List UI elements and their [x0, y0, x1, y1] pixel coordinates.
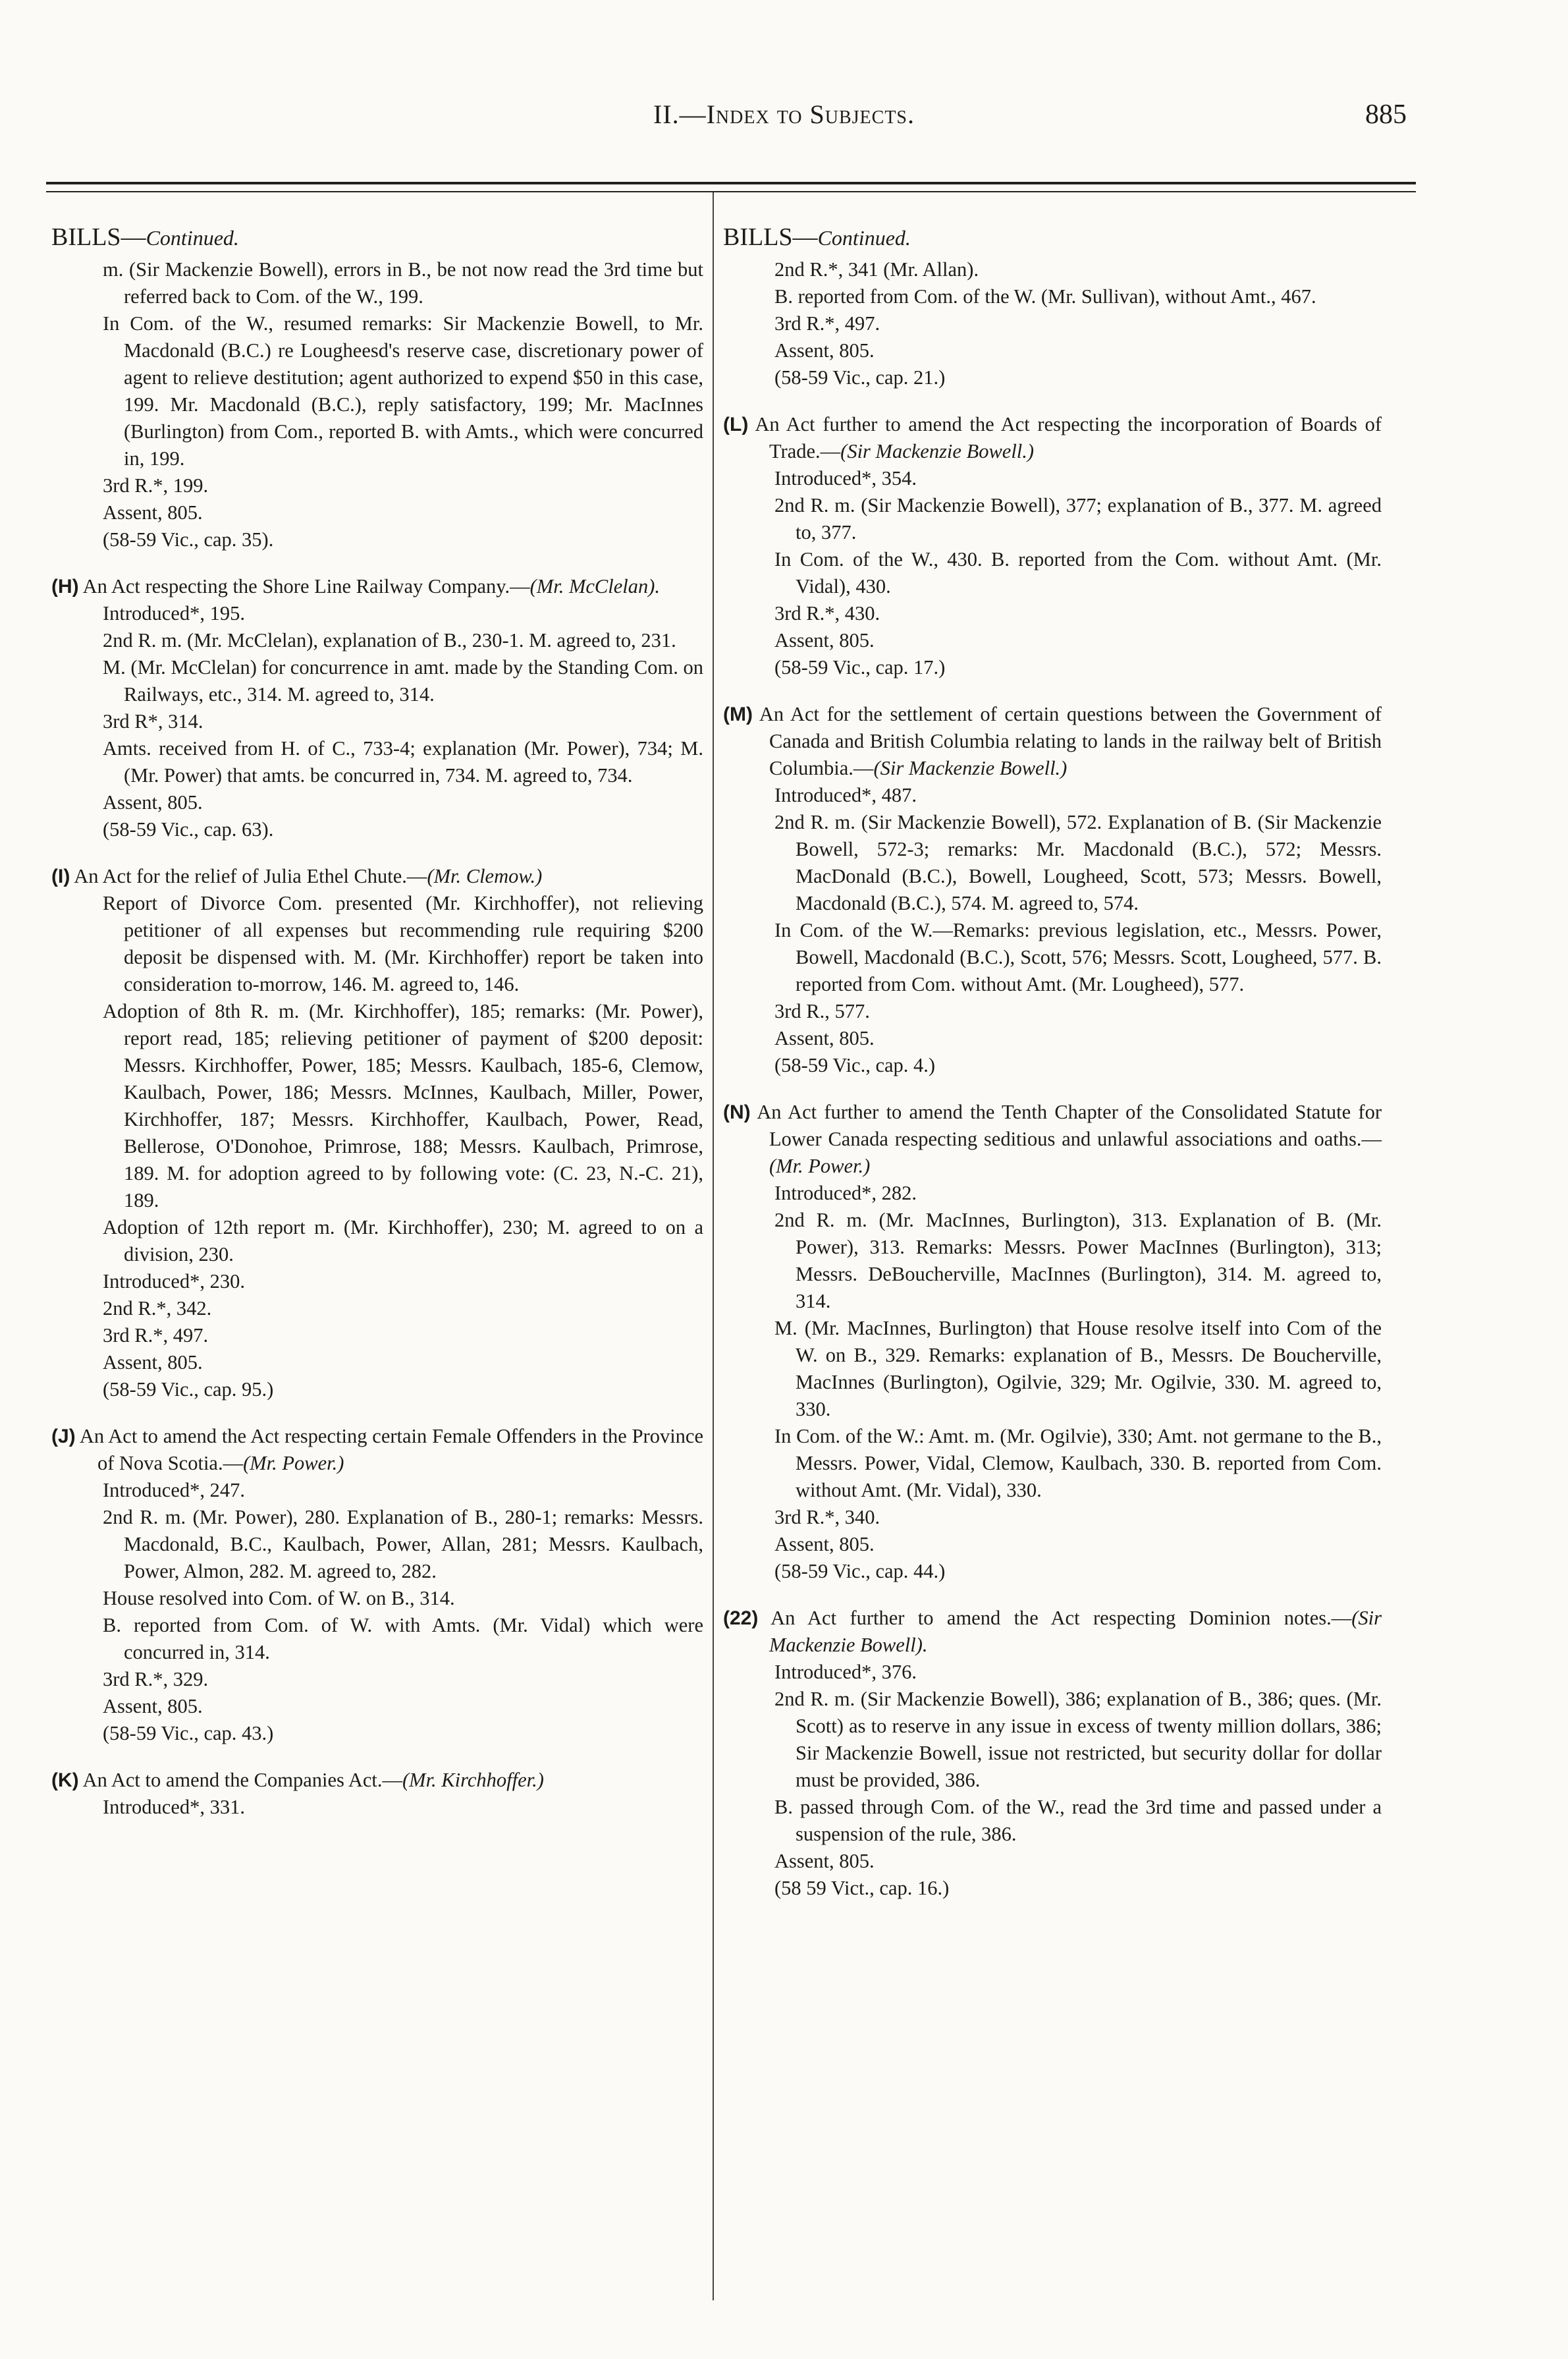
entry-line: In Com. of the W., resumed remarks: Sir Mackenzie Bowell, to Mr. Macdonald (B.C.) re Lougheesd's reserve case, discretionary power of agent to relieve destitution; agent authorized to expend $50 in this case, 199. Mr. Macdonald (B.C.), reply satisfactory, 199; Mr. MacInnes (Burlington) from Com., reported B. with Amts., which were concurred in, 199. — [103, 312, 703, 470]
bill-entry-m — [723, 701, 1382, 1079]
bill-entry-22 — [723, 1605, 1382, 1902]
entry-line: 2nd R. m. (Sir Mackenzie Bowell), 386; explanation of B., 386; ques. (Mr. Scott) as to reserve in any issue in excess of twenty million dollars, 386; Sir Mackenzie Bowell, issue not restricted, but security dollar for dollar must be provided, 386. — [774, 1688, 1382, 1791]
bill-title: (N) An Act further to amend the Tenth Chapter of the Consolidated Statute for Lower Canada respecting seditious and unlawful associations and oaths.—(Mr. Power.) — [723, 1101, 1382, 1177]
entry-line: 3rd R*, 314. — [103, 710, 203, 733]
entry-line: Introduced*, 331. — [103, 1796, 245, 1818]
bill-title: (22) An Act further to amend the Act respecting Dominion notes.—(Sir Mackenzie Bowell). — [723, 1607, 1382, 1656]
section-heading: BILLS—Continued. — [51, 223, 239, 251]
entry-line: Assent, 805. — [103, 1695, 203, 1717]
entry-line: In Com. of the W., 430. B. reported from the Com. without Amt. (Mr. Vidal), 430. — [774, 548, 1382, 597]
entry-line: (58 59 Vict., cap. 16.) — [774, 1877, 950, 1899]
entry-line: m. (Sir Mackenzie Bowell), errors in B., be not now read the 3rd time but referred back to Com. of the W., 199. — [103, 258, 703, 308]
page-title: II.—Index to Subjects. — [653, 99, 915, 129]
entry-line: Adoption of 8th R. m. (Mr. Kirchhoffer), 185; remarks: (Mr. Power), report read, 185; relieving petitioner of payment of $200 deposit: Messrs. Kirchhoffer, Power, 185; Messrs. Kaulbach, 185-6, Clemow, Kaulbach, Power, 186; Messrs. McInnes, Kaulbach, Miller, Power, Kirchhoffer, 187; Messrs. Kirchhoffer, Kaulbach, Power, Read, Bellerose, O'Donohoe, Primrose, 188; Messrs. Kaulbach, Primrose, 189. M. for adoption agreed to by following vote: (C. 23, N.-C. 21), 189. — [103, 1000, 703, 1211]
entry-line: House resolved into Com. of W. on B., 314. — [103, 1587, 455, 1609]
page-number: 885 — [1365, 99, 1407, 130]
entry-line: Introduced*, 354. — [774, 467, 917, 489]
entry-line: (58-59 Vic., cap. 17.) — [774, 656, 946, 679]
bill-title: (I) An Act for the relief of Julia Ethel Chute.—(Mr. Clemow.) — [51, 865, 543, 887]
entry-line: (58-59 Vic., cap. 4.) — [774, 1054, 936, 1076]
header-rule-thin — [46, 191, 1416, 192]
entry-line: 3rd R., 577. — [774, 1000, 870, 1022]
bill-title: (M) An Act for the settlement of certain questions between the Government of Canada and British Columbia relating to lands in the railway belt of British Columbia.—(Sir Mackenzie Bowell.) — [723, 703, 1382, 779]
entry-line: 3rd R.*, 497. — [103, 1324, 209, 1346]
entry-line: In Com. of the W.: Amt. m. (Mr. Ogilvie), 330; Amt. not germane to the B., Messrs. Power, Vidal, Clemow, Kaulbach, 330. B. reported from Com. without Amt. (Mr. Vidal), 330. — [774, 1425, 1382, 1501]
entry-line: 2nd R.*, 341 (Mr. Allan). — [774, 258, 979, 281]
entry-line: B. passed through Com. of the W., read the 3rd time and passed under a suspension of the rule, 386. — [774, 1796, 1382, 1845]
entry-line: Amts. received from H. of C., 733-4; explanation (Mr. Power), 734; M. (Mr. Power) that amts. be concurred in, 734. M. agreed to, 734. — [103, 737, 703, 787]
bill-entry-k — [51, 1767, 703, 1821]
entry-line: (58-59 Vic., cap. 63). — [103, 818, 274, 841]
bill-entry-continued — [723, 256, 1382, 391]
entry-line: 3rd R.*, 199. — [103, 474, 209, 497]
entry-line: (58-59 Vic., cap. 35). — [103, 528, 274, 551]
entry-line: B. reported from Com. of W. with Amts. (Mr. Vidal) which were concurred in, 314. — [103, 1614, 703, 1663]
bill-entry-h — [51, 573, 703, 843]
entry-line: M. (Mr. MacInnes, Burlington) that House resolve itself into Com of the W. on B., 329. Remarks: explanation of B., Messrs. De Boucherville, MacInnes (Burlington), Ogilvie, 329; Mr. Ogilvie, 330. M. agreed to, 330. — [774, 1317, 1382, 1420]
left-column — [51, 221, 703, 1821]
entry-line: (58-59 Vic., cap. 44.) — [774, 1560, 946, 1582]
entry-line: Report of Divorce Com. presented (Mr. Kirchhoffer), not relieving petitioner of all expenses but recommending rule requiring $200 deposit be dispensed with. M. (Mr. Kirchhoffer) report be taken into consideration to-morrow, 146. M. agreed to, 146. — [103, 892, 703, 995]
bill-entry-l — [723, 411, 1382, 681]
bill-title: (K) An Act to amend the Companies Act.—(Mr. Kirchhoffer.) — [51, 1769, 544, 1791]
entry-line: (58-59 Vic., cap. 95.) — [103, 1378, 274, 1401]
entry-line: (58-59 Vic., cap. 21.) — [774, 366, 946, 389]
entry-line: Introduced*, 376. — [774, 1661, 917, 1683]
entry-line: Introduced*, 230. — [103, 1270, 245, 1292]
entry-line: 2nd R. m. (Sir Mackenzie Bowell), 572. Explanation of B. (Sir Mackenzie Bowell, 572-3; remarks: Mr. Macdonald (B.C.), 572; Messrs. MacDonald (B.C.), Bowell, Lougheed, Scott, 573; Messrs. Bowell, Macdonald (B.C.), 574. M. agreed to, 574. — [774, 811, 1382, 914]
bill-entry-continued — [51, 256, 703, 553]
entry-line: 3rd R.*, 340. — [774, 1506, 880, 1528]
entry-line: Assent, 805. — [103, 791, 203, 814]
entry-line: 2nd R. m. (Mr. McClelan), explanation of B., 230-1. M. agreed to, 231. — [103, 629, 676, 652]
bill-entry-n — [723, 1099, 1382, 1585]
entry-line: Assent, 805. — [774, 1533, 875, 1555]
header-rule-thick — [46, 182, 1416, 184]
entry-line: Assent, 805. — [774, 1027, 875, 1049]
entry-line: 2nd R. m. (Mr. MacInnes, Burlington), 313. Explanation of B. (Mr. Power), 313. Remarks: Messrs. Power MacInnes (Burlington), 313; Messrs. DeBoucherville, MacInnes (Burlington), 314. M. agreed to, 314. — [774, 1209, 1382, 1312]
entry-line: Adoption of 12th report m. (Mr. Kirchhoffer), 230; M. agreed to on a division, 230. — [103, 1216, 703, 1265]
entry-line: Assent, 805. — [103, 501, 203, 524]
entry-line: 2nd R. m. (Mr. Power), 280. Explanation of B., 280-1; remarks: Messrs. Macdonald, B.C., Kaulbach, Power, Allan, 281; Messrs. Kaulbach, Power, Almon, 282. M. agreed to, 282. — [103, 1506, 703, 1582]
entry-line: B. reported from Com. of the W. (Mr. Sullivan), without Amt., 467. — [774, 285, 1316, 308]
entry-line: Assent, 805. — [103, 1351, 203, 1374]
entry-line: Assent, 805. — [774, 629, 875, 652]
right-column — [723, 221, 1382, 1902]
entry-line: 3rd R.*, 497. — [774, 312, 880, 335]
bill-title: (L) An Act further to amend the Act respecting the incorporation of Boards of Trade.—(Sir Mackenzie Bowell.) — [723, 413, 1382, 462]
bill-title: (J) An Act to amend the Act respecting certain Female Offenders in the Province of Nova Scotia.—(Mr. Power.) — [51, 1425, 703, 1474]
entry-line: Introduced*, 195. — [103, 602, 245, 624]
entry-line: M. (Mr. McClelan) for concurrence in amt. made by the Standing Com. on Railways, etc., 314. M. agreed to, 314. — [103, 656, 703, 706]
entry-line: Assent, 805. — [774, 1850, 875, 1872]
bill-title: (H) An Act respecting the Shore Line Railway Company.—(Mr. McClelan). — [51, 575, 661, 597]
column-divider — [713, 192, 714, 2300]
entry-line: 3rd R.*, 329. — [103, 1668, 209, 1690]
entry-line: In Com. of the W.—Remarks: previous legislation, etc., Messrs. Power, Bowell, Macdonald (B.C.), Scott, 576; Messrs. Scott, Lougheed, 577. B. reported from Com. without Amt. (Mr. Lougheed), 577. — [774, 919, 1382, 995]
entry-line: 3rd R.*, 430. — [774, 602, 880, 624]
entry-line: Introduced*, 247. — [103, 1479, 245, 1501]
entry-line: (58-59 Vic., cap. 43.) — [103, 1722, 274, 1744]
entry-line: 2nd R.*, 342. — [103, 1297, 212, 1319]
page-header — [0, 99, 1568, 145]
section-heading: BILLS—Continued. — [723, 223, 911, 251]
bill-entry-j — [51, 1423, 703, 1747]
entry-line: Introduced*, 282. — [774, 1182, 917, 1204]
entry-line: Assent, 805. — [774, 339, 875, 362]
entry-line: Introduced*, 487. — [774, 784, 917, 806]
entry-line: 2nd R. m. (Sir Mackenzie Bowell), 377; explanation of B., 377. M. agreed to, 377. — [774, 494, 1382, 543]
bill-entry-i — [51, 863, 703, 1403]
